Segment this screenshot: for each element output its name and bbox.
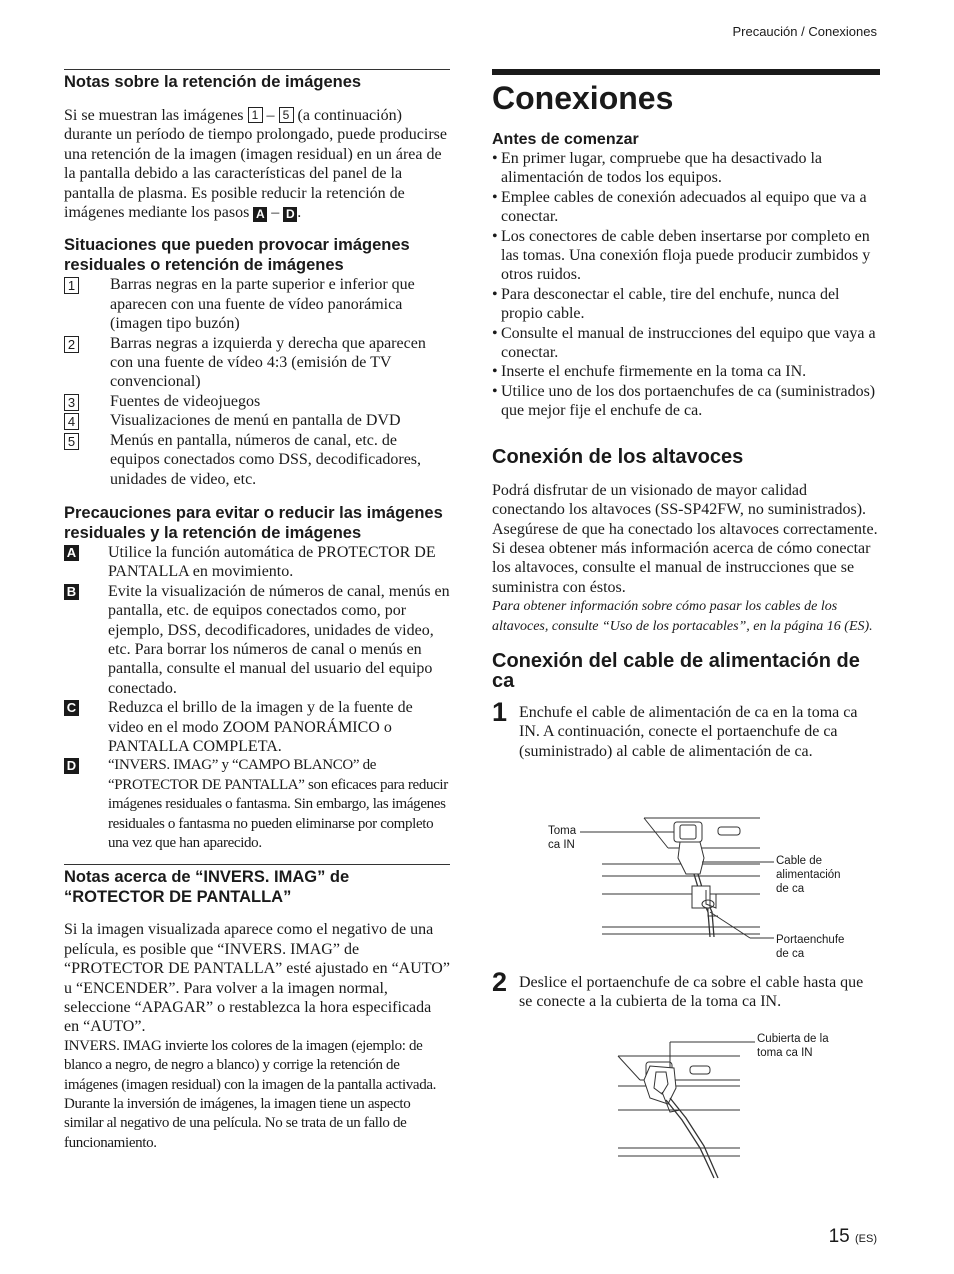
running-header: Precaución / Conexiones: [732, 24, 877, 39]
item-number: 3: [64, 394, 79, 411]
item-number: 5: [64, 433, 79, 450]
label-cubierta: Cubierta de la toma ca IN: [757, 1033, 829, 1059]
label-portaenchufe: Portaenchufe de ca: [776, 934, 845, 960]
inline-box-d: D: [283, 207, 297, 222]
bullet-text: Utilice uno de los dos portaenchufes de ca (suministrados) que mejor fije el enchufe de ca.: [501, 382, 876, 420]
item-number: 2: [64, 336, 79, 353]
before-list: [492, 149, 880, 421]
item-text: Menús en pantalla, números de canal, etc. de equipos conectados como DSS, decodificadores, unidades de video, etc.: [110, 431, 422, 488]
step-1: [492, 696, 880, 761]
section-title-situations: Situaciones que pueden provocar imágenes residuales o retención de imágenes: [64, 236, 410, 275]
list-item: • Emplee cables de conexión adecuados al equipo que va a conectar.: [492, 188, 880, 227]
list-item: [64, 543, 450, 582]
dash: –: [271, 204, 280, 222]
invers-paragraph-1: Si la imagen visualizada aparece como el negativo de una película, es posible que “INVERS. IMAG” de “PROTECTOR DE PANTALLA” esté ajustado en “AUTO” u “ENCENDER”. Para volver a la imagen normal, seleccione “APAGAR” o restablezca la hora especificada en “AUTO”.: [64, 921, 450, 1036]
bullet-text: En primer lugar, compruebe que ha desactivado la alimentación de todos los equipos.: [501, 150, 823, 187]
right-column: [492, 69, 880, 761]
page-number: [829, 1226, 877, 1248]
item-text: Reduzca el brillo de la imagen y de la fuente de video en el modo ZOOM PANORÁMICO o PANTALLA COMPLETA.: [108, 699, 413, 755]
list-item: [64, 756, 450, 853]
power-cord-illustration: [540, 812, 880, 962]
step-text: Deslice el portaenchufe de ca sobre el cable hasta que se conecte a la cubierta de la toma ca IN.: [519, 974, 864, 1011]
section-title-retention: Notas sobre la retención de imágenes: [64, 73, 362, 91]
item-text: “INVERS. IMAG” y “CAMPO BLANCO” de “PROTECTOR DE PANTALLA” son eficaces para reducir imágenes residuales o fantasma. Sin embargo, las imágenes residuales o fantasma no pueden eliminarse por completo una vez que han aparecido.: [108, 757, 448, 851]
list-item: [64, 392, 450, 411]
inline-box-1: 1: [248, 107, 263, 123]
step-number: 1: [492, 696, 508, 727]
step-text: Enchufe el cable de alimentación de ca en la toma ca IN. A continuación, conecte el portaenchufe de ca (suministrado) al cable de alimentación de ca.: [519, 703, 858, 760]
section-title-power: Conexión del cable de alimentación de ca: [492, 649, 860, 692]
cover-illustration: [610, 1028, 880, 1188]
list-item: [64, 334, 450, 392]
left-column: [64, 69, 450, 1153]
section-title-precautions: Precauciones para evitar o reducir las imágenes residuales y la retención de imágenes: [64, 503, 443, 542]
list-item: [64, 582, 450, 698]
step-2: [492, 967, 880, 1012]
speakers-note: Para obtener información sobre cómo pasar los cables de los altavoces, consulte “Uso de los portacables”, en la página 16 (ES).: [492, 599, 873, 634]
retention-text-a: Si se muestran las imágenes: [64, 107, 244, 124]
item-text: Visualizaciones de menú en pantalla de DVD: [110, 412, 401, 430]
item-letter: A: [64, 545, 79, 561]
figure-cover: [610, 1028, 880, 1188]
list-item: • Inserte el enchufe firmemente en la toma ca IN.: [492, 363, 807, 381]
bullet-text: Emplee cables de conexión adecuados al equipo que va a conectar.: [501, 188, 867, 226]
list-item: [64, 411, 450, 430]
item-text: Barras negras a izquierda y derecha que aparecen con una fuente de vídeo 4:3 (emisión de TV convencional): [110, 334, 426, 391]
list-item: • Utilice uno de los dos portaenchufes de ca (suministrados) que mejor fije el enchufe de ca.: [492, 382, 880, 421]
list-item: [64, 698, 450, 756]
bullet-text: Consulte el manual de instrucciones del equipo que vaya a conectar.: [501, 324, 876, 362]
inline-box-5: 5: [279, 107, 294, 123]
step-number: 2: [492, 967, 508, 997]
list-item: [64, 275, 450, 333]
list-item: [64, 431, 450, 489]
situations-list: [64, 275, 450, 488]
list-item: • Los conectores de cable deben insertarse por completo en las tomas. Una conexión floja puede producir zumbidos y otros ruidos.: [492, 227, 880, 285]
title-rule: [492, 69, 880, 75]
inline-box-a: A: [253, 207, 267, 222]
item-number: 4: [64, 413, 79, 430]
item-text: Evite la visualización de números de canal, menús en pantalla, etc. de equipos conectados como, por ejemplo, DSS, decodificadores, unidades de video, etc. Para borrar los números de canal o menús en pantalla, consulte el manual del usuario del equipo conectado.: [108, 582, 450, 697]
section-title-invers: Notas acerca de “INVERS. IMAG” de “ROTECTOR DE PANTALLA”: [64, 868, 350, 907]
precautions-list: [64, 543, 450, 854]
list-item: • En primer lugar, compruebe que ha desactivado la alimentación de todos los equipos.: [492, 149, 880, 188]
figure-power-cord: [540, 812, 880, 962]
item-letter: B: [64, 584, 79, 600]
bullet-text: Inserte el enchufe firmemente en la toma ca IN.: [501, 363, 807, 381]
retention-text-b: (a continuación) durante un período de tiempo prolongado, puede producirse una retención de la imagen (imagen residual) en un área de la pantalla debido a las características del panel de la pantalla de plasma. Es posible reducir la retención de imágenes mediante los pasos: [64, 107, 447, 222]
item-text: Utilice la función automática de PROTECTOR DE PANTALLA en movimiento.: [108, 543, 436, 581]
page-number-suffix: (ES): [855, 1233, 877, 1245]
period: .: [297, 204, 302, 222]
item-text: Barras negras en la parte superior e inferior que aparecen con una fuente de vídeo panorámica (imagen tipo buzón): [110, 276, 415, 333]
item-letter: D: [64, 758, 79, 774]
item-text: Fuentes de videojuegos: [110, 392, 261, 410]
list-item: • Consulte el manual de instrucciones del equipo que vaya a conectar.: [492, 324, 880, 363]
invers-paragraph-2: INVERS. IMAG invierte los colores de la imagen (ejemplo: de blanco a negro, de negro a blanco) y corrige la retención de imágenes (imagen residual) con la imagen de la pantalla activada. Durante la inversión de imágenes, la imagen tiene un aspecto similar al negativo de una película. No se trata de un fallo de funcionamiento.: [64, 1037, 437, 1151]
dash: –: [266, 107, 275, 124]
item-number: 1: [64, 277, 79, 294]
bullet-text: Para desconectar el cable, tire del enchufe, nunca del propio cable.: [501, 285, 840, 323]
section-title-speakers: Conexión de los altavoces: [492, 445, 744, 468]
retention-paragraph: [64, 106, 450, 222]
list-item: • Para desconectar el cable, tire del enchufe, nunca del propio cable.: [492, 285, 880, 324]
section-rule: [64, 69, 450, 70]
section-title-before: Antes de comenzar: [492, 131, 639, 148]
page-number-value: 15: [828, 1226, 850, 1247]
section-rule: [64, 864, 450, 865]
page-title: Conexiones: [492, 80, 674, 116]
item-letter: C: [64, 700, 79, 716]
label-toma: Toma ca IN: [548, 825, 577, 851]
label-cable: Cable de alimentación de ca: [776, 855, 841, 895]
speakers-paragraph: Podrá disfrutar de un visionado de mayor calidad conectando los altavoces (SS-SP42FW, no suministrados). Asegúrese de que ha conectado los altavoces correctamente. Si desea obtener más información acerca de cómo conectar los altavoces, consulte el manual de instrucciones que se suministra con éstos.: [492, 481, 878, 596]
bullet-text: Los conectores de cable deben insertarse por completo en las tomas. Una conexión floja puede producir zumbidos y otros ruidos.: [501, 227, 871, 284]
